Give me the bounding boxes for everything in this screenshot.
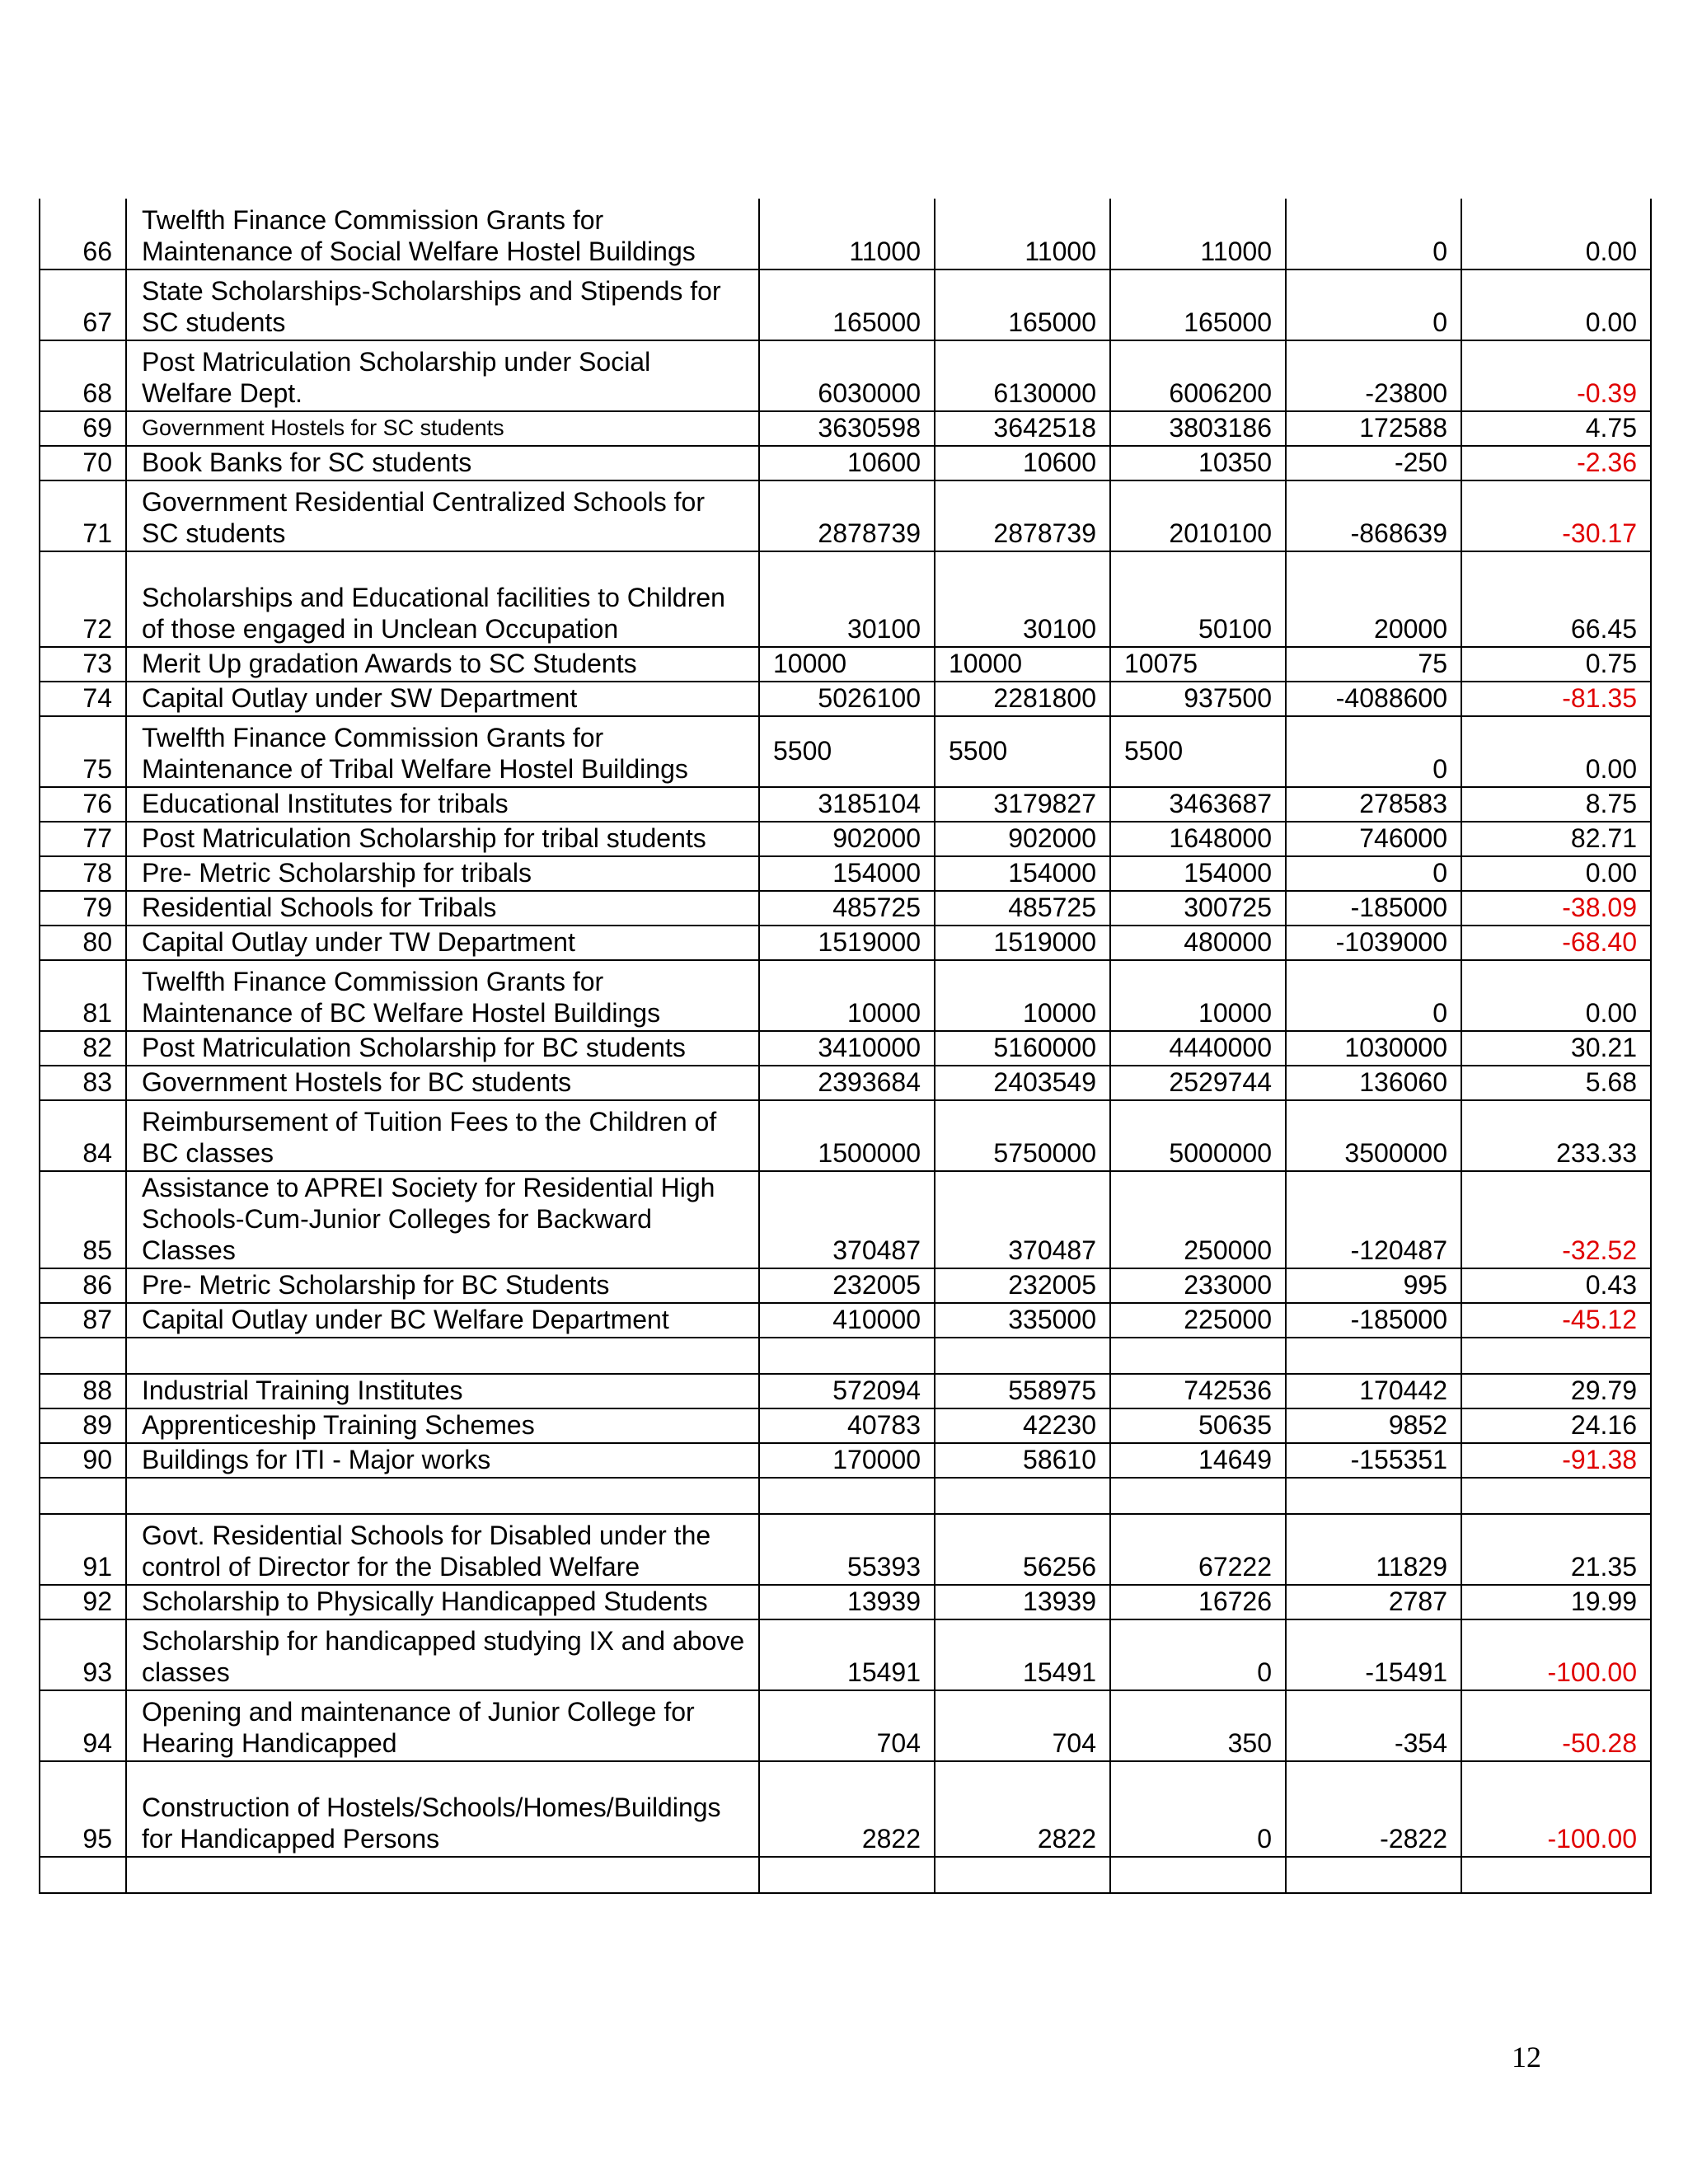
row-description: Post Matriculation Scholarship for tribal students <box>126 822 759 856</box>
value-3: 937500 <box>1110 682 1286 716</box>
difference: -120487 <box>1286 1171 1461 1268</box>
value-1: 2878739 <box>759 480 935 551</box>
table-row <box>40 1171 1651 1268</box>
value-2: 370487 <box>935 1171 1110 1268</box>
table-row <box>40 960 1651 1031</box>
difference: -185000 <box>1286 1303 1461 1338</box>
value-2: 232005 <box>935 1268 1110 1303</box>
difference: -155351 <box>1286 1443 1461 1478</box>
difference: 0 <box>1286 269 1461 340</box>
percent-change: 0.43 <box>1461 1268 1651 1303</box>
row-description <box>126 1478 759 1514</box>
value-2: 11000 <box>935 199 1110 269</box>
row-number: 87 <box>40 1303 126 1338</box>
value-3 <box>1110 1857 1286 1893</box>
value-1: 902000 <box>759 822 935 856</box>
value-2: 704 <box>935 1690 1110 1761</box>
difference: 2787 <box>1286 1585 1461 1619</box>
difference: 278583 <box>1286 787 1461 822</box>
table-row <box>40 1100 1651 1171</box>
row-number: 66 <box>40 199 126 269</box>
row-description: Twelfth Finance Commission Grants for Maintenance of BC Welfare Hostel Buildings <box>126 960 759 1031</box>
value-1 <box>759 1857 935 1893</box>
row-number: 85 <box>40 1171 126 1268</box>
value-2 <box>935 1857 1110 1893</box>
table-row <box>40 716 1651 787</box>
value-3: 6006200 <box>1110 340 1286 411</box>
row-description: Govt. Residential Schools for Disabled under the control of Director for the Disabled Welfare <box>126 1514 759 1585</box>
value-1: 10000 <box>759 960 935 1031</box>
row-description: Government Residential Centralized Schools for SC students <box>126 480 759 551</box>
row-description: Buildings for ITI - Major works <box>126 1443 759 1478</box>
value-2: 10000 <box>935 960 1110 1031</box>
value-2: 58610 <box>935 1443 1110 1478</box>
budget-table <box>39 199 1652 1894</box>
row-number: 90 <box>40 1443 126 1478</box>
value-2: 5160000 <box>935 1031 1110 1066</box>
percent-change: -91.38 <box>1461 1443 1651 1478</box>
difference: -2822 <box>1286 1761 1461 1857</box>
value-3: 350 <box>1110 1690 1286 1761</box>
difference: -354 <box>1286 1690 1461 1761</box>
value-1: 370487 <box>759 1171 935 1268</box>
percent-change: 0.00 <box>1461 856 1651 891</box>
value-3: 10000 <box>1110 960 1286 1031</box>
value-1: 1519000 <box>759 926 935 960</box>
value-2: 154000 <box>935 856 1110 891</box>
row-description: Opening and maintenance of Junior College for Hearing Handicapped <box>126 1690 759 1761</box>
row-description: Twelfth Finance Commission Grants for Maintenance of Tribal Welfare Hostel Buildings <box>126 716 759 787</box>
row-description: Pre- Metric Scholarship for tribals <box>126 856 759 891</box>
percent-change: 233.33 <box>1461 1100 1651 1171</box>
value-2 <box>935 1478 1110 1514</box>
table-row <box>40 926 1651 960</box>
table-row <box>40 1761 1651 1857</box>
row-number: 70 <box>40 446 126 480</box>
value-3: 225000 <box>1110 1303 1286 1338</box>
value-1: 154000 <box>759 856 935 891</box>
percent-change <box>1461 1338 1651 1374</box>
table-row <box>40 856 1651 891</box>
difference: -15491 <box>1286 1619 1461 1690</box>
value-3: 3463687 <box>1110 787 1286 822</box>
row-number: 81 <box>40 960 126 1031</box>
value-1: 10000 <box>759 647 935 682</box>
row-description <box>126 1338 759 1374</box>
value-2: 5500 <box>935 716 1110 787</box>
value-3: 2529744 <box>1110 1066 1286 1100</box>
difference: 0 <box>1286 199 1461 269</box>
table-row <box>40 411 1651 446</box>
difference: 746000 <box>1286 822 1461 856</box>
difference: 20000 <box>1286 551 1461 647</box>
row-description: Government Hostels for BC students <box>126 1066 759 1100</box>
row-number: 94 <box>40 1690 126 1761</box>
difference <box>1286 1857 1461 1893</box>
value-1: 13939 <box>759 1585 935 1619</box>
value-3: 5500 <box>1110 716 1286 787</box>
row-description: Post Matriculation Scholarship for BC students <box>126 1031 759 1066</box>
row-description: Merit Up gradation Awards to SC Students <box>126 647 759 682</box>
row-description: Capital Outlay under TW Department <box>126 926 759 960</box>
row-number: 91 <box>40 1514 126 1585</box>
value-3: 11000 <box>1110 199 1286 269</box>
value-1: 55393 <box>759 1514 935 1585</box>
row-description: Twelfth Finance Commission Grants for Maintenance of Social Welfare Hostel Buildings <box>126 199 759 269</box>
value-3: 10075 <box>1110 647 1286 682</box>
percent-change: -30.17 <box>1461 480 1651 551</box>
value-3: 16726 <box>1110 1585 1286 1619</box>
table-row <box>40 891 1651 926</box>
table-row <box>40 647 1651 682</box>
difference: 136060 <box>1286 1066 1461 1100</box>
difference: -23800 <box>1286 340 1461 411</box>
row-number: 82 <box>40 1031 126 1066</box>
table-row <box>40 1690 1651 1761</box>
percent-change: -38.09 <box>1461 891 1651 926</box>
value-2: 56256 <box>935 1514 1110 1585</box>
value-2 <box>935 1338 1110 1374</box>
value-1: 232005 <box>759 1268 935 1303</box>
row-number <box>40 1857 126 1893</box>
percent-change: -50.28 <box>1461 1690 1651 1761</box>
value-3: 10350 <box>1110 446 1286 480</box>
difference <box>1286 1478 1461 1514</box>
value-1: 165000 <box>759 269 935 340</box>
value-2: 2281800 <box>935 682 1110 716</box>
value-2: 5750000 <box>935 1100 1110 1171</box>
table-row <box>40 682 1651 716</box>
value-1: 485725 <box>759 891 935 926</box>
value-1: 40783 <box>759 1408 935 1443</box>
row-number <box>40 1338 126 1374</box>
value-1: 30100 <box>759 551 935 647</box>
value-2: 3642518 <box>935 411 1110 446</box>
row-number: 73 <box>40 647 126 682</box>
value-3: 233000 <box>1110 1268 1286 1303</box>
percent-change: 4.75 <box>1461 411 1651 446</box>
table-row <box>40 787 1651 822</box>
percent-change: 24.16 <box>1461 1408 1651 1443</box>
difference: -185000 <box>1286 891 1461 926</box>
percent-change: 19.99 <box>1461 1585 1651 1619</box>
percent-change <box>1461 1857 1651 1893</box>
percent-change: -45.12 <box>1461 1303 1651 1338</box>
table-row <box>40 1031 1651 1066</box>
percent-change: 0.00 <box>1461 269 1651 340</box>
table-row <box>40 480 1651 551</box>
value-3: 67222 <box>1110 1514 1286 1585</box>
percent-change: -81.35 <box>1461 682 1651 716</box>
value-2: 6130000 <box>935 340 1110 411</box>
row-description: Reimbursement of Tuition Fees to the Children of BC classes <box>126 1100 759 1171</box>
value-3: 3803186 <box>1110 411 1286 446</box>
difference: -1039000 <box>1286 926 1461 960</box>
value-2: 10000 <box>935 647 1110 682</box>
row-description: State Scholarships-Scholarships and Stipends for SC students <box>126 269 759 340</box>
value-3: 742536 <box>1110 1374 1286 1408</box>
value-1: 1500000 <box>759 1100 935 1171</box>
row-description: Book Banks for SC students <box>126 446 759 480</box>
table-row <box>40 1374 1651 1408</box>
row-description: Capital Outlay under SW Department <box>126 682 759 716</box>
table-row <box>40 340 1651 411</box>
value-2: 42230 <box>935 1408 1110 1443</box>
difference: 0 <box>1286 960 1461 1031</box>
row-description: Residential Schools for Tribals <box>126 891 759 926</box>
row-description: Scholarship for handicapped studying IX and above classes <box>126 1619 759 1690</box>
percent-change: 30.21 <box>1461 1031 1651 1066</box>
row-number: 68 <box>40 340 126 411</box>
row-number: 92 <box>40 1585 126 1619</box>
value-1: 704 <box>759 1690 935 1761</box>
row-number: 89 <box>40 1408 126 1443</box>
row-number: 93 <box>40 1619 126 1690</box>
value-3: 1648000 <box>1110 822 1286 856</box>
percent-change: 0.75 <box>1461 647 1651 682</box>
difference: 75 <box>1286 647 1461 682</box>
row-number: 76 <box>40 787 126 822</box>
percent-change: -2.36 <box>1461 446 1651 480</box>
row-number: 74 <box>40 682 126 716</box>
table-row <box>40 446 1651 480</box>
value-1: 10600 <box>759 446 935 480</box>
value-3 <box>1110 1478 1286 1514</box>
value-1: 3185104 <box>759 787 935 822</box>
value-3: 250000 <box>1110 1171 1286 1268</box>
row-number <box>40 1478 126 1514</box>
row-description: Government Hostels for SC students <box>126 411 759 446</box>
value-3: 154000 <box>1110 856 1286 891</box>
value-1: 6030000 <box>759 340 935 411</box>
row-number: 88 <box>40 1374 126 1408</box>
difference: 9852 <box>1286 1408 1461 1443</box>
table-row <box>40 199 1651 269</box>
value-2: 1519000 <box>935 926 1110 960</box>
value-2: 15491 <box>935 1619 1110 1690</box>
value-2: 165000 <box>935 269 1110 340</box>
table-row <box>40 1619 1651 1690</box>
percent-change: 0.00 <box>1461 199 1651 269</box>
difference: -868639 <box>1286 480 1461 551</box>
value-1: 170000 <box>759 1443 935 1478</box>
value-1: 5500 <box>759 716 935 787</box>
row-number: 69 <box>40 411 126 446</box>
value-3: 165000 <box>1110 269 1286 340</box>
row-number: 86 <box>40 1268 126 1303</box>
value-3 <box>1110 1338 1286 1374</box>
row-number: 67 <box>40 269 126 340</box>
value-3: 480000 <box>1110 926 1286 960</box>
value-1: 572094 <box>759 1374 935 1408</box>
difference: 1030000 <box>1286 1031 1461 1066</box>
difference: 0 <box>1286 716 1461 787</box>
row-description: Apprenticeship Training Schemes <box>126 1408 759 1443</box>
percent-change: -100.00 <box>1461 1761 1651 1857</box>
row-description: Industrial Training Institutes <box>126 1374 759 1408</box>
row-description: Construction of Hostels/Schools/Homes/Buildings for Handicapped Persons <box>126 1761 759 1857</box>
percent-change: 29.79 <box>1461 1374 1651 1408</box>
difference <box>1286 1338 1461 1374</box>
row-description: Assistance to APREI Society for Residential High Schools-Cum-Junior Colleges for Backward Classes <box>126 1171 759 1268</box>
value-2: 13939 <box>935 1585 1110 1619</box>
percent-change: -0.39 <box>1461 340 1651 411</box>
row-number: 84 <box>40 1100 126 1171</box>
row-description: Post Matriculation Scholarship under Social Welfare Dept. <box>126 340 759 411</box>
value-3: 50100 <box>1110 551 1286 647</box>
value-3: 0 <box>1110 1761 1286 1857</box>
value-2: 30100 <box>935 551 1110 647</box>
difference: 3500000 <box>1286 1100 1461 1171</box>
value-1: 11000 <box>759 199 935 269</box>
row-description: Pre- Metric Scholarship for BC Students <box>126 1268 759 1303</box>
value-1 <box>759 1478 935 1514</box>
value-1: 5026100 <box>759 682 935 716</box>
row-number: 79 <box>40 891 126 926</box>
row-number: 71 <box>40 480 126 551</box>
row-description: Educational Institutes for tribals <box>126 787 759 822</box>
row-number: 80 <box>40 926 126 960</box>
percent-change: 66.45 <box>1461 551 1651 647</box>
value-1: 15491 <box>759 1619 935 1690</box>
value-2: 2878739 <box>935 480 1110 551</box>
value-3: 4440000 <box>1110 1031 1286 1066</box>
percent-change: 0.00 <box>1461 960 1651 1031</box>
value-1: 410000 <box>759 1303 935 1338</box>
row-number: 72 <box>40 551 126 647</box>
value-2: 3179827 <box>935 787 1110 822</box>
value-2: 558975 <box>935 1374 1110 1408</box>
difference: 995 <box>1286 1268 1461 1303</box>
value-2: 485725 <box>935 891 1110 926</box>
row-description: Scholarships and Educational facilities to Children of those engaged in Unclean Occupation <box>126 551 759 647</box>
difference: 172588 <box>1286 411 1461 446</box>
value-3: 14649 <box>1110 1443 1286 1478</box>
percent-change: 82.71 <box>1461 822 1651 856</box>
difference: 11829 <box>1286 1514 1461 1585</box>
table-row <box>40 1303 1651 1338</box>
value-3: 300725 <box>1110 891 1286 926</box>
percent-change: -32.52 <box>1461 1171 1651 1268</box>
row-description <box>126 1857 759 1893</box>
table-row <box>40 1443 1651 1478</box>
percent-change: 0.00 <box>1461 716 1651 787</box>
value-3: 0 <box>1110 1619 1286 1690</box>
percent-change: -68.40 <box>1461 926 1651 960</box>
value-3: 2010100 <box>1110 480 1286 551</box>
value-1: 2822 <box>759 1761 935 1857</box>
value-2: 902000 <box>935 822 1110 856</box>
value-1: 2393684 <box>759 1066 935 1100</box>
row-number: 83 <box>40 1066 126 1100</box>
table-row <box>40 1408 1651 1443</box>
value-2: 2822 <box>935 1761 1110 1857</box>
difference: -4088600 <box>1286 682 1461 716</box>
table-row-empty <box>40 1857 1651 1893</box>
value-1 <box>759 1338 935 1374</box>
value-1: 3410000 <box>759 1031 935 1066</box>
difference: -250 <box>1286 446 1461 480</box>
percent-change <box>1461 1478 1651 1514</box>
table-row <box>40 551 1651 647</box>
value-1: 3630598 <box>759 411 935 446</box>
row-description: Capital Outlay under BC Welfare Department <box>126 1303 759 1338</box>
difference: 0 <box>1286 856 1461 891</box>
value-3: 5000000 <box>1110 1100 1286 1171</box>
row-number: 75 <box>40 716 126 787</box>
page-number: 12 <box>1512 2041 1541 2074</box>
table-row-empty <box>40 1478 1651 1514</box>
table-row <box>40 269 1651 340</box>
table-row <box>40 822 1651 856</box>
value-3: 50635 <box>1110 1408 1286 1443</box>
percent-change: 5.68 <box>1461 1066 1651 1100</box>
table-row <box>40 1514 1651 1585</box>
value-2: 2403549 <box>935 1066 1110 1100</box>
table-row-empty <box>40 1338 1651 1374</box>
row-number: 78 <box>40 856 126 891</box>
percent-change: 8.75 <box>1461 787 1651 822</box>
row-number: 95 <box>40 1761 126 1857</box>
row-number: 77 <box>40 822 126 856</box>
table-body <box>40 199 1651 1893</box>
row-description: Scholarship to Physically Handicapped Students <box>126 1585 759 1619</box>
value-2: 335000 <box>935 1303 1110 1338</box>
difference: 170442 <box>1286 1374 1461 1408</box>
table-row <box>40 1585 1651 1619</box>
value-2: 10600 <box>935 446 1110 480</box>
percent-change: 21.35 <box>1461 1514 1651 1585</box>
table-row <box>40 1066 1651 1100</box>
percent-change: -100.00 <box>1461 1619 1651 1690</box>
table-row <box>40 1268 1651 1303</box>
